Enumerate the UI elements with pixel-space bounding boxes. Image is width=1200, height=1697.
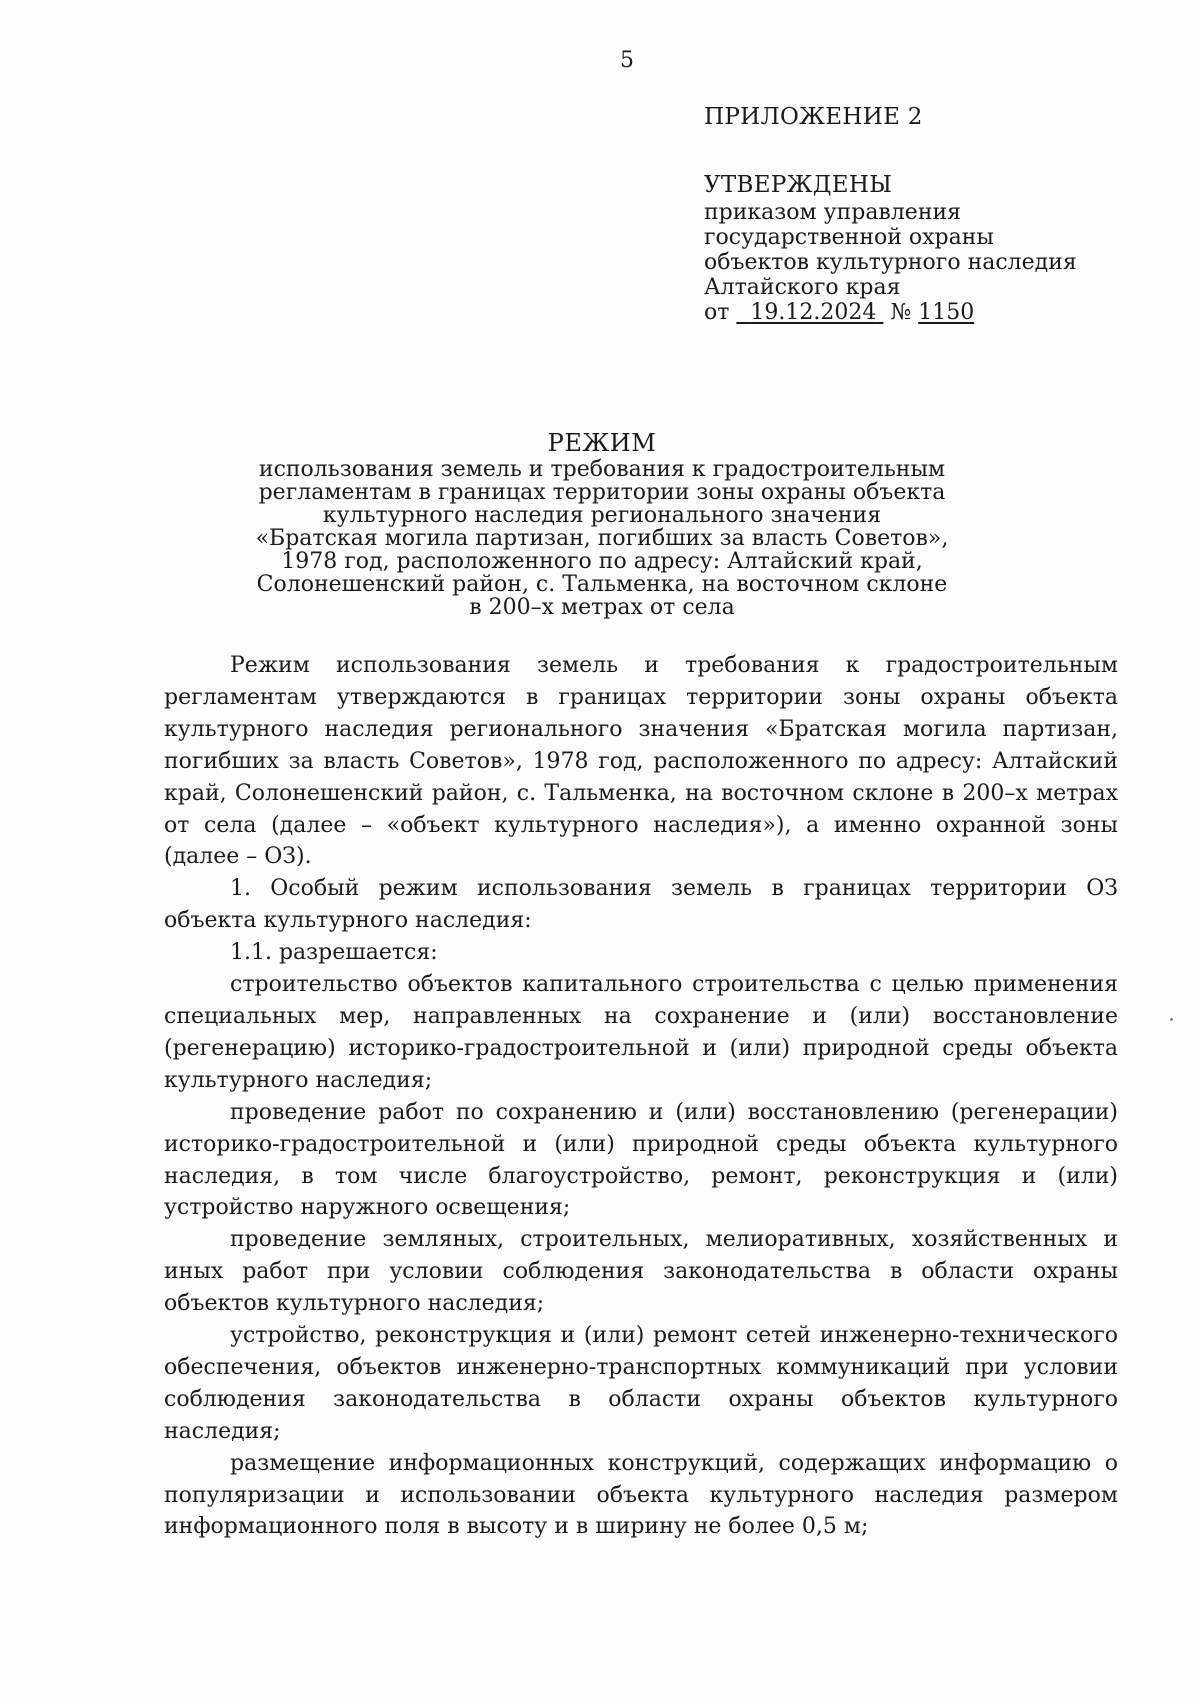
approval-line: Алтайского края <box>704 275 901 300</box>
approval-number: 1150 <box>918 300 975 325</box>
title-line: регламентам в границах территории зоны охраны объекта <box>258 480 946 505</box>
document-title-block <box>240 428 964 619</box>
approval-line: объектов культурного наследия <box>704 250 1077 275</box>
body-paragraph-section-1-1: 1.1. разрешается: <box>230 940 438 966</box>
approval-date-line <box>704 300 1077 325</box>
title-line: использования земель и требования к градостроительным <box>258 457 946 482</box>
document-title: РЕЖИМ <box>547 429 657 457</box>
page-number: 5 <box>620 48 634 73</box>
title-line: в 200–х метрах от села <box>469 595 735 620</box>
body-paragraph-intro: Режим использования земель и требования к градостроительным регламентам утверждаются в границах территории зоны охраны объекта культурного наследия регионального значения «Братская могила партизан, погибших за власть Советов», 1978 год, расположенного по адресу: Алтайский край, Солонешенский район, с. Тальменка, на восточном склоне в 200–х метрах от села (далее – «объект культурного наследия»), а именно охранной зоны (далее – ОЗ). <box>164 653 1118 870</box>
appendix-label: ПРИЛОЖЕНИЕ 2 <box>704 104 923 130</box>
title-line: «Братская могила партизан, погибших за власть Советов», <box>255 526 949 551</box>
scan-speck <box>1170 1018 1173 1021</box>
approval-date: 19.12.2024 <box>750 300 877 325</box>
approval-block <box>704 170 1077 325</box>
date-prefix: от <box>704 300 730 325</box>
approval-line: государственной охраны <box>704 225 994 250</box>
number-prefix: № <box>890 300 912 325</box>
title-line: 1978 год, расположенного по адресу: Алтайский край, <box>281 549 923 574</box>
body-paragraph-item: устройство, реконструкция и (или) ремонт сетей инженерно-технического обеспечения, объектов инженерно-транспортных коммуникаций при условии соблюдения законодательства в области охраны объектов культурного наследия; <box>164 1323 1118 1444</box>
title-line: культурного наследия регионального значения <box>322 503 882 528</box>
approval-heading: УТВЕРЖДЕНЫ <box>704 172 893 198</box>
title-line: Солонешенский район, с. Тальменка, на восточном склоне <box>256 572 948 597</box>
body-paragraph-item: проведение работ по сохранению и (или) восстановлению (регенерации) историко-градостроительной и (или) природной среды объекта культурного наследия, в том числе благоустройство, ремонт, реконструкция и (или) устройство наружного освещения; <box>164 1099 1118 1221</box>
body-paragraph-item: проведение земляных, строительных, мелиоративных, хозяйственных и иных работ при условии соблюдения законодательства в области охраны объектов культурного наследия; <box>164 1227 1118 1317</box>
body-paragraph-section-1: 1. Особый режим использования земель в границах территории ОЗ объекта культурного наследия: <box>164 876 1118 934</box>
approval-line: приказом управления <box>704 200 962 225</box>
document-body <box>164 650 1118 1543</box>
body-paragraph-item: строительство объектов капитального строительства с целью применения специальных мер, направленных на сохранение и (или) восстановление (регенерацию) историко-градостроительной и (или) природной среды объекта культурного наследия; <box>164 972 1118 1093</box>
body-paragraph-item: размещение информационных конструкций, содержащих информацию о популяризации и использовании объекта культурного наследия размером информационного поля в высоту и в ширину не более 0,5 м; <box>164 1450 1118 1540</box>
